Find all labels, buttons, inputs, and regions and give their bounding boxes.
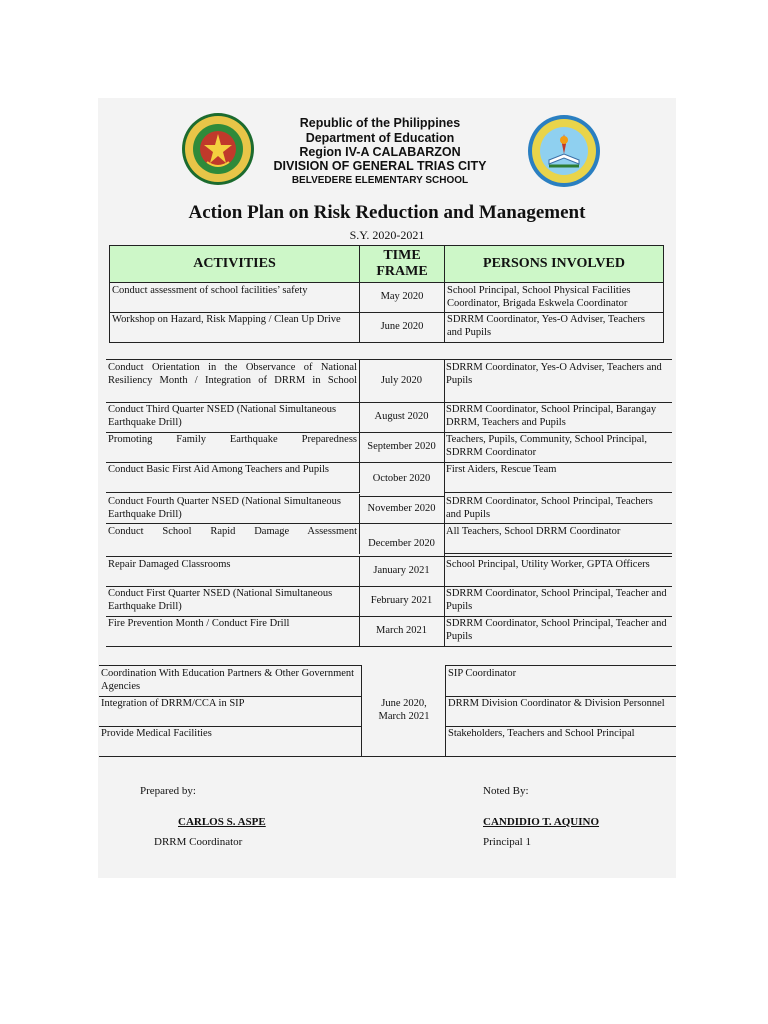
table-row-activity: Conduct School Rapid Damage Assessment [106, 524, 360, 554]
table-row-time: August 2020 [359, 402, 445, 433]
column-header-persons: PERSONS INVOLVED [444, 245, 664, 283]
table-row-activity: Conduct First Quarter NSED (National Simultaneous Earthquake Drill) [106, 586, 360, 617]
division-seal-icon [181, 112, 255, 186]
column-header-activities: ACTIVITIES [109, 245, 360, 283]
table-row-persons: SDRRM Coordinator, School Principal, Teacher and Pupils [444, 616, 672, 647]
table-row-time: February 2021 [359, 586, 445, 617]
noted-by-role: Principal 1 [483, 836, 531, 848]
table-row-persons: SDRRM Coordinator, School Principal, Barangay DRRM, Teachers and Pupils [444, 402, 672, 433]
school-year: S.Y. 2020-2021 [349, 228, 425, 242]
header-division: DIVISION OF GENERAL TRIAS CITY [273, 159, 487, 173]
header-school: BELVEDERE ELEMENTARY SCHOOL [291, 175, 469, 186]
table-row-activity: Promoting Family Earthquake Preparedness [106, 432, 360, 463]
table-row-persons: All Teachers, School DRRM Coordinator [444, 524, 672, 554]
table-row-time: November 2020 [359, 496, 445, 524]
column-header-time-frame: TIME FRAME [359, 245, 445, 283]
prepared-by-role: DRRM Coordinator [154, 836, 243, 848]
table-row-time: September 2020 [359, 432, 445, 463]
table-row-time: October 2020 [359, 462, 445, 497]
table-row-activity: Conduct assessment of school facilities’ safety [109, 282, 360, 313]
table-row-activity: Conduct Fourth Quarter NSED (National Simultaneous Earthquake Drill) [106, 494, 360, 524]
prepared-by-name: CARLOS S. ASPE [178, 816, 266, 828]
table-row-activity: Conduct Basic First Aid Among Teachers and Pupils [106, 462, 360, 493]
table-row-persons: School Principal, School Physical Facilities Coordinator, Brigada Eskwela Coordinator [444, 282, 664, 313]
table-row-persons: SIP Coordinator [445, 665, 676, 697]
table-row-persons: SDRRM Coordinator, School Principal, Teacher and Pupils [444, 586, 672, 617]
table-row-time: March 2021 [359, 616, 445, 647]
header-region: Region IV-A CALABARZON [299, 145, 461, 159]
table-row-time: May 2020 [359, 282, 445, 313]
table-row-activity: Repair Damaged Classrooms [106, 556, 360, 587]
table-row-persons: SDRRM Coordinator, Yes-O Adviser, Teachers and Pupils [444, 312, 664, 343]
table-row-activity: Coordination With Education Partners & Other Government Agencies [99, 665, 362, 697]
merged-time-frame: June 2020, March 2021 [362, 665, 446, 757]
table-row-persons: First Aiders, Rescue Team [444, 462, 672, 493]
school-seal-icon [527, 114, 601, 188]
table-row-time: July 2020 [359, 359, 445, 403]
table-row-persons: SDRRM Coordinator, Yes-O Adviser, Teachers and Pupils [444, 359, 672, 403]
table-row-activity: Conduct Third Quarter NSED (National Simultaneous Earthquake Drill) [106, 402, 360, 433]
table-row-time: June 2020 [359, 312, 445, 343]
noted-by-name: CANDIDIO T. AQUINO [483, 816, 600, 828]
header-republic: Republic of the Philippines [299, 116, 461, 130]
table-row-persons: School Principal, Utility Worker, GPTA Officers [444, 556, 672, 587]
table-row-persons: DRRM Division Coordinator & Division Personnel [445, 696, 676, 727]
table-row-activity: Fire Prevention Month / Conduct Fire Drill [106, 616, 360, 647]
document-title: Action Plan on Risk Reduction and Management [188, 202, 586, 223]
noted-by-label: Noted By: [483, 785, 529, 797]
header-department: Department of Education [305, 131, 455, 145]
table-row-activity: Provide Medical Facilities [99, 726, 362, 757]
table-row-activity: Integration of DRRM/CCA in SIP [99, 696, 362, 727]
table-row-persons: SDRRM Coordinator, School Principal, Teachers and Pupils [444, 494, 672, 524]
table-row-persons: Stakeholders, Teachers and School Principal [445, 726, 676, 757]
table-row-activity: Workshop on Hazard, Risk Mapping / Clean Up Drive [109, 312, 360, 343]
table-row-time: December 2020 [359, 524, 445, 557]
table-row-activity: Conduct Orientation in the Observance of National Resiliency Month / Integration of DRRM in School [106, 359, 360, 403]
prepared-by-label: Prepared by: [140, 785, 196, 797]
table-row-persons: Teachers, Pupils, Community, School Principal, SDRRM Coordinator [444, 432, 672, 463]
table-row-time: January 2021 [359, 556, 445, 587]
